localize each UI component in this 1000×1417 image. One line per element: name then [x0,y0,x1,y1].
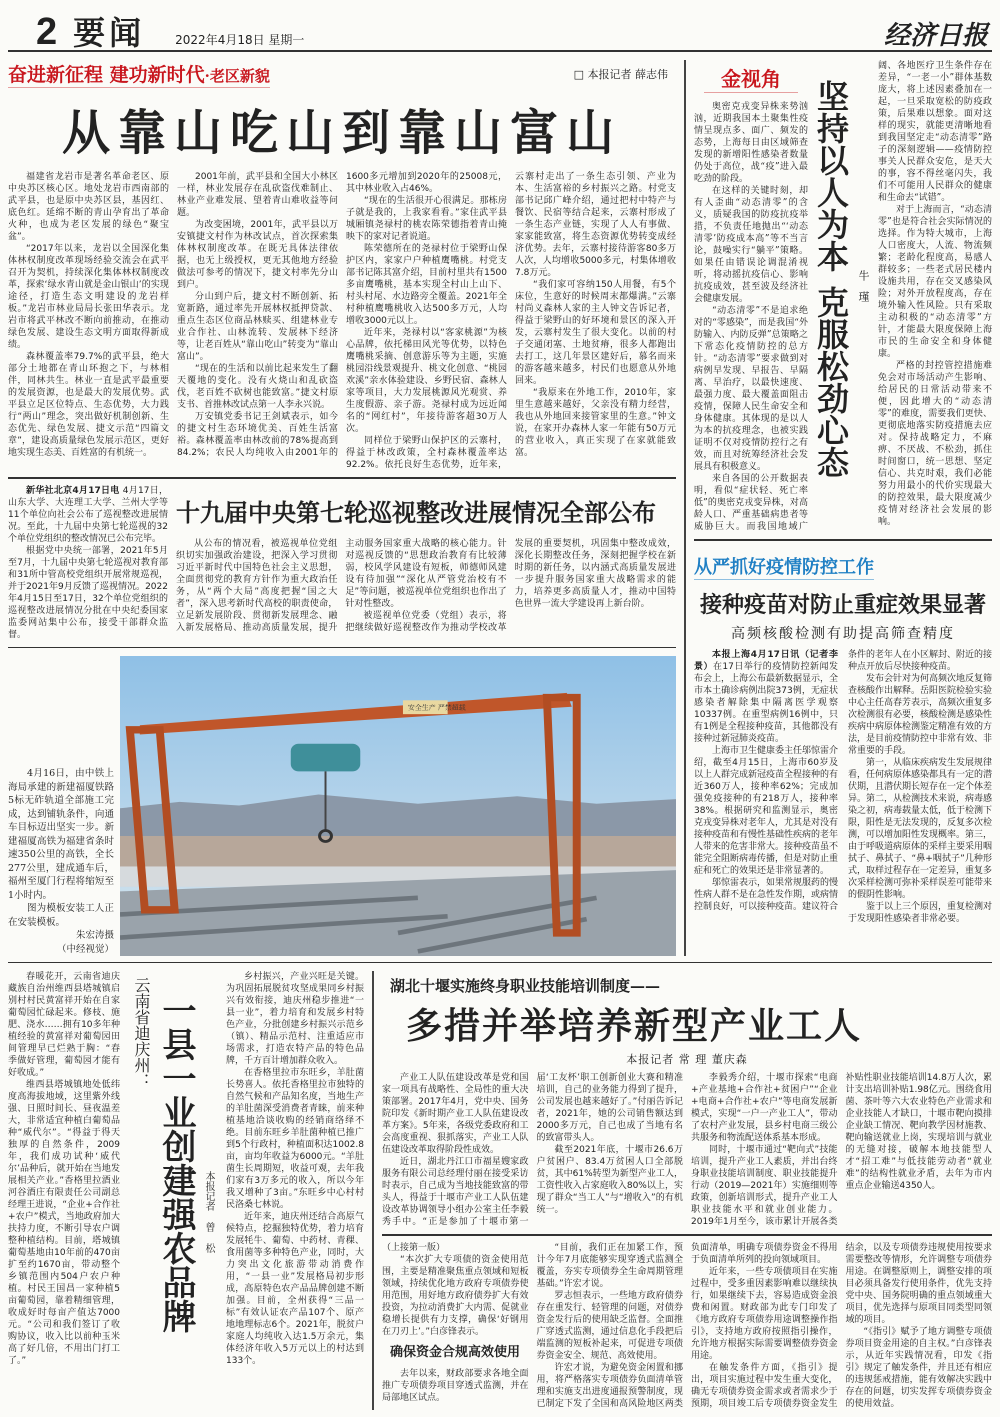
inspection-article [8,485,676,641]
commentary [694,60,992,533]
inspection-body [176,538,676,634]
paragraph: “现在的生活很开心很满足。那栋房子就是我的，上我家看看。”家住武平县城厢镇尧禄村的桃农陈荣德指着青山掩映下的家对记者说道。 [346,196,507,242]
hubei-body [382,1072,992,1228]
paragraph: 来自各国的公开数据表明，看似“症状轻、死亡率低”的奥密克戎变异株，对高龄人口、严重基础病患者等威胁巨大。而我国地域广阔、各地医疗卫生条件存在差异，“一老一小”群体基数庞大，将上述因素叠加在一起，一旦采取宽松的防疫政策，后果难以想象。面对这样的现实，就能更清晰地看到我国坚定走“动态清零”路子的深刻逻辑——疫情防控事关人民群众安危，是天大的事，容不得丝毫闪失，我们不可能用人民群众的健康和生命去“试错”。 [694,61,992,532]
paragraph: 许宏才说，为避免资金闲置和挪用，将严格落实专项债券负面清单管理和实施支出进度通报预警制度，现已制定下发了全国和高风险地区两类负面清单，明确专项债券资金不得用于负面清单所列的投向领域项目。 [536,1242,838,1409]
paragraph [694,649,838,745]
yunnan-kicker: 云南省迪庆州： [132,977,151,1089]
hoist [291,744,361,772]
paragraph-text: 4月17日，山东大学、大连理工大学、兰州大学等11个单位向社会公布了巡视整改进展情况。至此，十九届中央第七轮巡视的32个单位党组织的整改情况已公布完毕。 [8,485,168,544]
yunnan-title-block [128,971,218,1410]
paragraph: 2001年前，武平县和全国大小林区一样，林业发展存在乱砍盗伐难制止、林业产业难发展、望着青山难收益等问题。 [177,172,338,218]
inspection-main [176,485,676,641]
paragraph: 森林覆盖率79.7%的武平县，绝大部分土地都在青山环抱之下，与林相伴，同林共生。林业一直是武平最重要的发展资源，也是最大的发展优势。武平县立足区位特点、生态优势，大力践行“两山”理念，突出做好机制创新、生态优先、绿色发展、捷文示范“四篇文章”，建设高质量绿色发展示范区，更好地实现生态美、百姓富的有机统一。 [8,352,169,458]
paragraph: 陈荣德所在的尧禄村位于梁野山保护区内，家家户户种植鹰嘴桃。村党支部书记陈其富介绍，目前村里共有1500多亩鹰嘴桃，基本实现全村山上山下、村头村尾、水边路旁全覆盖。2021年全村种植鹰嘴桃收入达500多万元，人均增收3000元以上。 [346,244,507,326]
issue-date: 2022年4月18日 星期一 [175,33,305,47]
photo-source: （中经视觉） [56,943,114,955]
paragraph: “本次扩大专项债的资金使用范围，主要是精准聚焦重点领域和短板领域，持续优化地方政府专项债券使用范围，用好地方政府债券扩大有效投资，为拉动消费扩大内需、促就业稳增长提供有力支撑，确保‘好钢用在刀刃上’。”白彦锋表示。 [382,1254,529,1337]
lead-body [8,171,676,471]
hubei-headline: 多措并举培养新型产业工人 [406,1006,863,1047]
paragraph: 产业工人队伍建设改革是党和国家一项具有战略性、全局性的重大决策部署。2017年4月，党中央、国务院印发《新时期产业工人队伍建设改革方案》。5年来，各级党委政府和工会高度重视、狠抓落实，产业工人队伍建设改革取得阶段性成效。 [382,1073,529,1155]
paragraph: 被巡视单位党委（党组）表示，将把继续做好巡视整改作为推动学校改革发展的重要契机，巩固集中整改成效，深化长期整改任务，深刻把握学校在新时期的新任务，以内涵式高质量发展进一步提升服务国家重大战略需求的能力，培养更多高质量人才，推动中国特色世界一流大学建设再上新台阶。 [345,538,676,633]
paragraph: “2017年以来，龙岩以全国深化集体林权制度改革现场经验交流会在武平召开为契机，持续深化集体林权制度改革，探索‘绿水青山就是金山银山’的实现途径，打造生态文明建设的龙岩样板。”龙岩市林业局局长张田华表示。龙岩市将武平林改不断向前推动，在推动绿色发展、建设生态文明方面取得新成绩。 [8,244,169,350]
paragraph: 乡村振兴，产业兴旺是关键。为巩固拓展脱贫攻坚成果同乡村振兴有效衔接，迪庆州稳步推进“一县一业”，着力培育和发展乡村特色产业，分批创建乡村振兴示范乡（镇）、精品示范村、注重适应市场需求，打造农特产品的特色品牌，千方百计增加群众收入。 [226,972,364,1066]
paragraph: 第一，从临床疾病发生发展规律看，任何病原体感染都具有一定的潜伏期，且潜伏期长短存在一定个体差异。第二，从检测技术来说，病毒感染之初，病毒载量太低，低于检测下限，阳性是无法发现的，反复多次检测，可以增加阳性发现概率。第三，由于呼吸道病原体的采样主要采用咽拭子、鼻拭子、“鼻+咽拭子”几种形式，取样过程存在一定差异，重复多次采样检测可弥补采样误差可能带来的假阴性影响。 [848,757,993,900]
paragraph: “动态清零”不是追求绝对的“零感染”，而是我国“外防输入、内防反弹”总策略之下常态化疫情防控的总方针。“动态清零”要求做到对病例早发现、早报告、早隔离、早治疗，以最快速度、最强力度、最大覆盖面阻击疫情，保障人民生命安全和身体健康。其体现的是以人为本的抗疫理念，也被实践证明不仅对疫情防控行之有效，而且对统筹经济社会发展具有积极意义。 [694,306,808,472]
inspection-lead [8,485,168,641]
paragraph: “我们家可容纳150人用餐，有5个床位，生意好的时候周末都爆满。”云寨村尚义森林人家的主人钟文告诉记者，得益于梁野山的好环境和景区的深入开发，云寨村发生了很大变化。以前的村子交通闭塞、土地贫瘠，很多人都跑出去打工，这几年景区建好后，慕名而来的游客越来越多，村民们也愿意从外地回来。 [515,280,676,386]
commentary-headline [812,80,850,478]
paragraph: 春暖花开，云南省迪庆藏族自治州维西县塔城镇启别村村民黄富祥开始在自家葡萄园忙碌起来。修枝、施肥、浇水……拥有10多年种植经验的黄富祥对葡萄园田间管理早已烂熟于胸：“春季做好管理，葡萄园才能有好收成。” [8,972,120,1078]
paragraph: 邬惊雷表示，如果常规服药的慢性病人群不是在急性发作期，或病情控制良好，可以接种疫苗。建议符合条件的老年人在小区解封、附近的接种点开放后尽快接种疫苗。 [694,649,993,912]
top-band [8,60,992,956]
paragraph: 维西县塔城镇地处低纬度高海拔地域，这里紫外线强、日照时间长、昼夜温差大，非常适宜种植白葡萄品种“威代尔”。“得益于得天独厚的自然条件，2009年，我们成功试种‘威代尔’品种后，就开始在当地发展相关产业。”香格里拉酒业河谷酒庄有限责任公司副总经理王进说，“企业+合作社+农户”模式，当地政府加大扶持力度，不断引导农户调整种植结构。目前，塔城镇葡萄基地由10年前的470亩扩至约1670亩，带动整个乡镇范围内504户农户种植。村民王国昌一家种植5亩葡萄园，靠着精细管理，收成好时每亩产值达7000元。“公司和我们签订了收购协议，收入比以前种玉米高了好几倍，不用出门打工了。” [8,1080,120,1366]
lead-byline: □ 本报记者 薛志伟 [573,68,668,81]
headline-part: 坚持以人为本 [812,80,850,272]
paragraph: 截至2021年底，十堰市26.6万户贫困户、83.4万贫困人口全部脱贫，其中61%转型为新型产业工人，工资性收入占家庭收入80%以上，实现了群众“当工人”与“增收入”的有机统一。 [536,1145,683,1215]
paragraph: 近年来，迪庆州还结合高原气候特点，挖掘独特优势，着力培育发展牦牛、葡萄、中药材、青稞、食用菌等多种特色产业，同时，大力突出文化旅游带动消费作用，“一县一业”发展格局初步形成，高原特色农产品品牌创建不断加强。目前，全州获得“三品一标”有效认证农产品107个、原产地地理标志6个。2021年，脱贫户家庭人均纯收入达1.5万余元，集体经济年收入5万元以上的村达到133个。 [226,1212,364,1366]
paragraph: 同样位于梁野山保护区的云寨村，得益于林改政策，全村森林覆盖率达92.2%。依托良好生态优势，近年来，云寨村走出了一条生态引领、产业为本、生活富裕的乡村振兴之路。村党支部书记邱广峰介绍，通过把村中特产与餐饮、民宿等结合起来，云寨村形成了一条生态产业链，实现了人人有事做、家家能致富，将生态资源优势转变成经济优势。去年，云寨村接待游客80多万人次，人均增收5000多元，村集体增收7.8万元。 [346,172,676,470]
column-divider [684,60,686,956]
paragraph: 在香格里拉市东旺乡，羊肚菌长势喜人。依托香格里拉市独特的自然气候和产品知名度，当地生产的羊肚菌深受消费者青睐，前来种植基地洽谈收购的经销商络绎不绝。目前东旺乡羊肚菌种植已推广到5个行政村，种植面积达1002.8亩，亩均年收益为6000元。“羊肚菌生长周期短，收益可观，去年我们家有3万多元的收入，所以今年我又增种了3亩。”东旺乡中心村村民洛桑七林说。 [226,1068,364,1210]
paragraph: 奥密克戎变异株来势汹汹，近期我国本土聚集性疫情呈现点多、面广、频发的态势，上海每日由区域筛查发现的新增阳性感染者数量仍处于高位，战“疫”进入最吃劲的阶段。 [694,102,808,184]
dateline: 新华社北京4月17日电 [26,485,120,496]
paragraph: 从公布的情况看，被巡视单位党组织切实加强政治建设，把深入学习贯彻习近平新时代中国特色社会主义思想，全面贯彻党的教育方针作为重大政治任务，从“两个大局”高度把握“国之大者”，深入思考新时代高校的职责使命，立足新发展阶段、贯彻新发展理念、融入新发展格局、推动高质量发展，提升主动服务国家重大战略的核心能力。针对巡视反馈的“思想政治教育有比较薄弱，校风学风建设有短板，师德师风建设有待加强”“深化从严管党治校有不足”等问题，被巡视单位党组织也作出了针对性整改。 [176,538,507,633]
masthead [8,0,992,52]
section-name: 要闻 [73,14,146,52]
paragraph: 在这样的关键时刻，却有人歪曲“动态清零”的含义，质疑我国的防疫抗疫举措，不负责任地抛出“‘动态清零’防疫成本高”等不当言论，鼓噪实行“躺平”策略。如果任由错误论调混淆视听，将动摇抗疫信心、影响抗疫成效，甚至波及经济社会健康发展。 [694,186,808,304]
paragraph: 去年以来，财政部要求各地全面推广专项债券项目穿透式监测，并在局部地区试点。 [382,1368,529,1403]
headline-part: 克服松劲心态 [812,286,850,478]
paragraph: 严格的封控管控措施难免会对市场活动产生影响、给居民的日常活动带来不便，因此增大的“动态清零”的难度，需要我们更快、更彻底地落实防疫措施去应对。保持战略定力，不麻痹、不厌战、不松劲，抓住时间窗口，统一思想、坚定信心、共克时艰，我们必能努力用最小的代价实现最大的防控效果，最大限度减少疫情对经济社会发展的影响。 [878,361,992,527]
hubei-byline: 本报记者 常 理 董庆森 [626,1053,748,1066]
vaccine-article [694,547,992,925]
crane-safety-sign: 安全生产 严禁超载 [407,703,466,712]
vaccine-body [694,649,992,925]
yunnan-body-left [8,971,120,1410]
right-bottom [382,971,992,1410]
paragraph: 鉴于以上三个原因，重复检测对于发现阳性感染者非常必要。 [848,901,993,924]
photo-credit: 朱宏涛摄 [75,930,114,941]
paragraph: 对于上海而言，“动态清零”也是符合社会实际情况的选择。作为特大城市，上海人口密度大，人流、物流频繁；老龄化程度高，易感人群较多；一些老式居民楼内设施共用，存在交叉感染风险；对外开放程度高，存在境外输入性风险。只有采取主动积极的“动态清零”方针，才能最大限度保障上海市民的生命安全和身体健康。 [878,205,992,359]
continued-label: （上接第一版） [382,1242,446,1253]
photo-block [8,656,676,956]
lead-kicker: 奋进新征程 建功新时代·老区新貌 [8,60,270,88]
page-number: 2 [36,11,58,53]
paragraph: 近日，湖北丹江口市福星嫂家政服务有限公司总经理付丽在接受采访时表示，自己成为当地技能致富的带头人，得益于十堰市产业工人队伍建设改革协调领导小组办公室主任李毅秀手中。“正是参加了十堰市第一届‘工友杯’职工创新创业大赛和精准培训，自己的业务能力得到了提升，公司发展也越来越好了。”付丽告诉记者，2021年，她的公司销售额达到2000多万元，自己也成了当地有名的致富带头人。 [382,1073,683,1227]
lead-head [8,60,676,88]
paragraph: “我原来在外地工作，2010年，家里生意越来越好，父亲没有精力经营，我也从外地回来接管家里的生意。”钟文说，在家开办森林人家一年能有50万元的营业收入，真正实现了在家就能致富。 [515,388,676,458]
paragraph: “《指引》赋予了地方调整专项债券项目资金用途的自主权。”白彦锋表示，从近年实践情况看，印发《指引》规定了触发条件，并且还有相应的违规惩戒措施，能有效解决实践中存在的问题，切实发挥专项债券资金的使用效益。 [845,1326,992,1409]
hubei-kicker: 湖北十堰实施终身职业技能培训制度—— [390,977,661,995]
commentary-author: 牛瑾 [857,270,870,312]
lead-headline: 从靠山吃山到靠山富山 [61,105,622,161]
photo-caption [8,767,114,956]
section-rule [382,1234,992,1236]
yunnan-byline: 本报记者 曾 松 [203,1171,214,1253]
paragraph: 罗志恒表示，一些地方政府债券存在重发行、轻管理的问题，对债券资金发行后的使用缺乏监督。全面推广穿透式监测，通过信息化手段把后端监测的短板补起来，可促进专项债券资金安全、规范、高效使用。 [536,1290,683,1361]
paragraph: 为改变困境，2001年，武平县以万安镇捷文村作为林改试点，首次探索集体林权制度改革。在既无具体法律依据，也无上级授权，更无其他地方经验做法可参考的情况下，捷文村率先分山到户。 [177,220,338,290]
bottom-band [8,962,992,1410]
paragraph: 在触发条件方面，《指引》提出，项目实施过程中发生重大变化，确无专项债券资金需求或者需求少于预期，项目竣工后专项债券资金发生结余，以及专项债券违规使用按要求需要整改等情形，允许调整专项债券用途。在调整原则上，调整安排的项目必须具备发行使用条件，优先支持党中央、国务院明确的重点领域重大项目，优先选择与原项目同类型同领域的项目。 [691,1242,992,1409]
paragraph: 根据党中央统一部署，2021年5月至7月，十九届中央第七轮巡视对教育部和31所中管高校党组织开展常规巡视，并于2021年9月反馈了巡视情况。2022年4月15日至17日，32个单位党组织的巡视整改进展情况分批在中央纪委国家监委网站集中公布，接受干部群众监督。 [8,545,168,640]
paragraph: 分山到户后，捷文村不断创新、拓宽新路，通过率先开展林权抵押贷款、重点生态区位商品林赎买、组建林业专业合作社、山林流转、发展林下经济等，让老百姓从“靠山吃山”转变为“靠山富山”。 [177,292,338,362]
vaccine-kicker: 从严抓好疫情防控工作 [694,553,874,580]
paragraph: “现在的生活和以前比起来发生了翻天覆地的变化。没有火烧山和乱砍盗伐，老百姓不砍树也能致富。”捷文村原支书、首推林改试点第一人李永兴说。 [177,364,338,410]
bonds-body [382,1242,992,1410]
column-name: 金视角 [704,66,798,93]
caption-text: 4月16日，由中铁上海局承建的新建福厦铁路5标无砟轨道全部施工完成，达到铺轨条件，向通车目标迈出坚实一步。新建福厦高铁为福建省条时速350公里的高铁，全长277公里，建成通车后，福州至厦门行程将缩短至1小时内。 [8,768,114,901]
vaccine-subhead: 高频核酸检测有助提高筛查精度 [731,625,955,642]
paragraph: 近年来，尧禄村以“客家桃源”为核心品牌，依托梯田风光等优势，以特色鹰嘴桃采摘、创意游乐等为主题，实施桃园沿线景观提升、桃文化创意、“桃园欢溪”亲水体验建设、乡野民宿、森林人家等项目，大力发展桃源风光观赏、养生度假游、亲子游。尧禄村成为远近闻名的“网红村”，年接待游客超30万人次。 [346,328,507,434]
section-rule [694,539,992,541]
caption-text: 图为模板安装工人正在安装模板。 [8,903,114,928]
section-rule [8,477,676,479]
section-rule [8,647,676,649]
dateline: 本报上海4月17日讯（记者李景） [694,649,838,672]
paragraph: 李毅秀介绍，十堰市探索“电商+产业基地+合作社+贫困户”“企业+电商+合作社+农户”等电商发展新模式，实现“一户一产业工人”，带动了农村产业发展，县乡村电商三级公共服务和物流配送体系基本形成。 [691,1073,838,1143]
railway-construction-photo [120,656,676,956]
paragraph: “目前，我们正在加紧工作，预计今年7月底能够实现穿透式监测全覆盖，夯实专项债券全生命周期管理基础。”许宏才说。 [536,1242,683,1289]
paragraph-text: 在17日举行的疫情防控新闻发布会上，上海公布最新数据显示，全市本土确诊病例出院373例，无症状感染者解除集中隔离医学观察10337例。在重型病例16例中，只有1例是全程接种疫苗，其他都没有接种过新冠肺炎疫苗。 [694,661,839,744]
right-column [694,60,992,956]
paragraph [8,485,168,545]
yunnan-body-right [226,971,364,1410]
yunnan-article [8,971,364,1410]
left-column [8,60,676,956]
vaccine-headline: 接种疫苗对防止重症效果显著 [699,592,986,618]
paragraph: 万安镇党委书记王剑斌表示，如今的捷文村生态环境优美、百姓生活富裕。森林覆盖率由林改前的78%提高到84.2%；农民人均纯收入由2001年的1600多元增加到2020年的25008元，其中林业收入占46%。 [177,172,507,458]
bonds-subhead: 确保资金合规高效使用 [390,1344,521,1360]
yunnan-headline: 一县一业创建强农品牌 [156,993,196,1333]
column-divider [372,971,374,1410]
paragraph: 近年来，一些专项债项目在实施过程中，受多重因素影响难以继续执行，如果继续下去，容易造成资金浪费和闲置。财政部为此专门印发了《地方政府专项债券用途调整操作指引》，支持地方政府按照指引操作，允许地方根据实际需要调整债券资金用途。 [691,1266,838,1361]
paragraph: 同时，十堰市通过“靶向式”技能培训，提升产业工人素质，并出台终身职业技能培训制度、职业技能提升行动（2019—2021年）实施细则等政策，创新培训形式，提升产业工人职业技能水平和就业创业能力。2019年1月至今，该市累计开展各类补贴性职业技能培训14.8万人次，累计支出培训补贴1.98亿元。围绕食用菌、茶叶等六大农业特色产业需求和企业技能人才缺口，十堰市靶向摸排企业缺工情况、靶向教学因材施教、靶向输送就业上岗，实现培训与就业的无缝对接，破解本地技能型人才“招工难”与低技能劳动者“就业难”的结构性就业矛盾，去年为市内重点企业输送4350人。 [691,1073,992,1227]
paragraph: 福建省龙岩市是著名革命老区、原中央苏区核心区。地处龙岩市西南部的武平县，也是原中央苏区县，基因红、底色红。延绵不断的青山孕育出了革命火种，也成为老区发展的绿色“聚宝盆”。 [8,172,169,242]
paragraph: 上海市卫生健康委主任邬惊雷介绍，截至4月15日，上海市60岁及以上人群完成新冠疫苗全程接种的有近360万人，接种率62%；完成加强免疫接种的有218万人，接种率38%。根据研究和监测显示，奥密克戎变异株对老年人，尤其是对没有接种疫苗和有慢性基础性疾病的老年人带来的危害非常大。接种疫苗虽不能完全阻断病毒传播，但是对防止重症和死亡的效果还是非常显著的。 [694,745,839,876]
paragraph: 发布会针对为何高频次地反复筛查核酸作出解释。岳阳医院检验实验中心主任高春芳表示，高频次重复多次检测很有必要，核酸检测是感染性疾病中病原体检测鉴定精准有效的方法，是目前疫情防控中非常有效、非常重要的手段。 [848,673,993,756]
newspaper-logo: 经济日报 [883,21,988,51]
inspection-headline: 十九届中央第七轮巡视整改进展情况全部公布 [176,497,656,527]
